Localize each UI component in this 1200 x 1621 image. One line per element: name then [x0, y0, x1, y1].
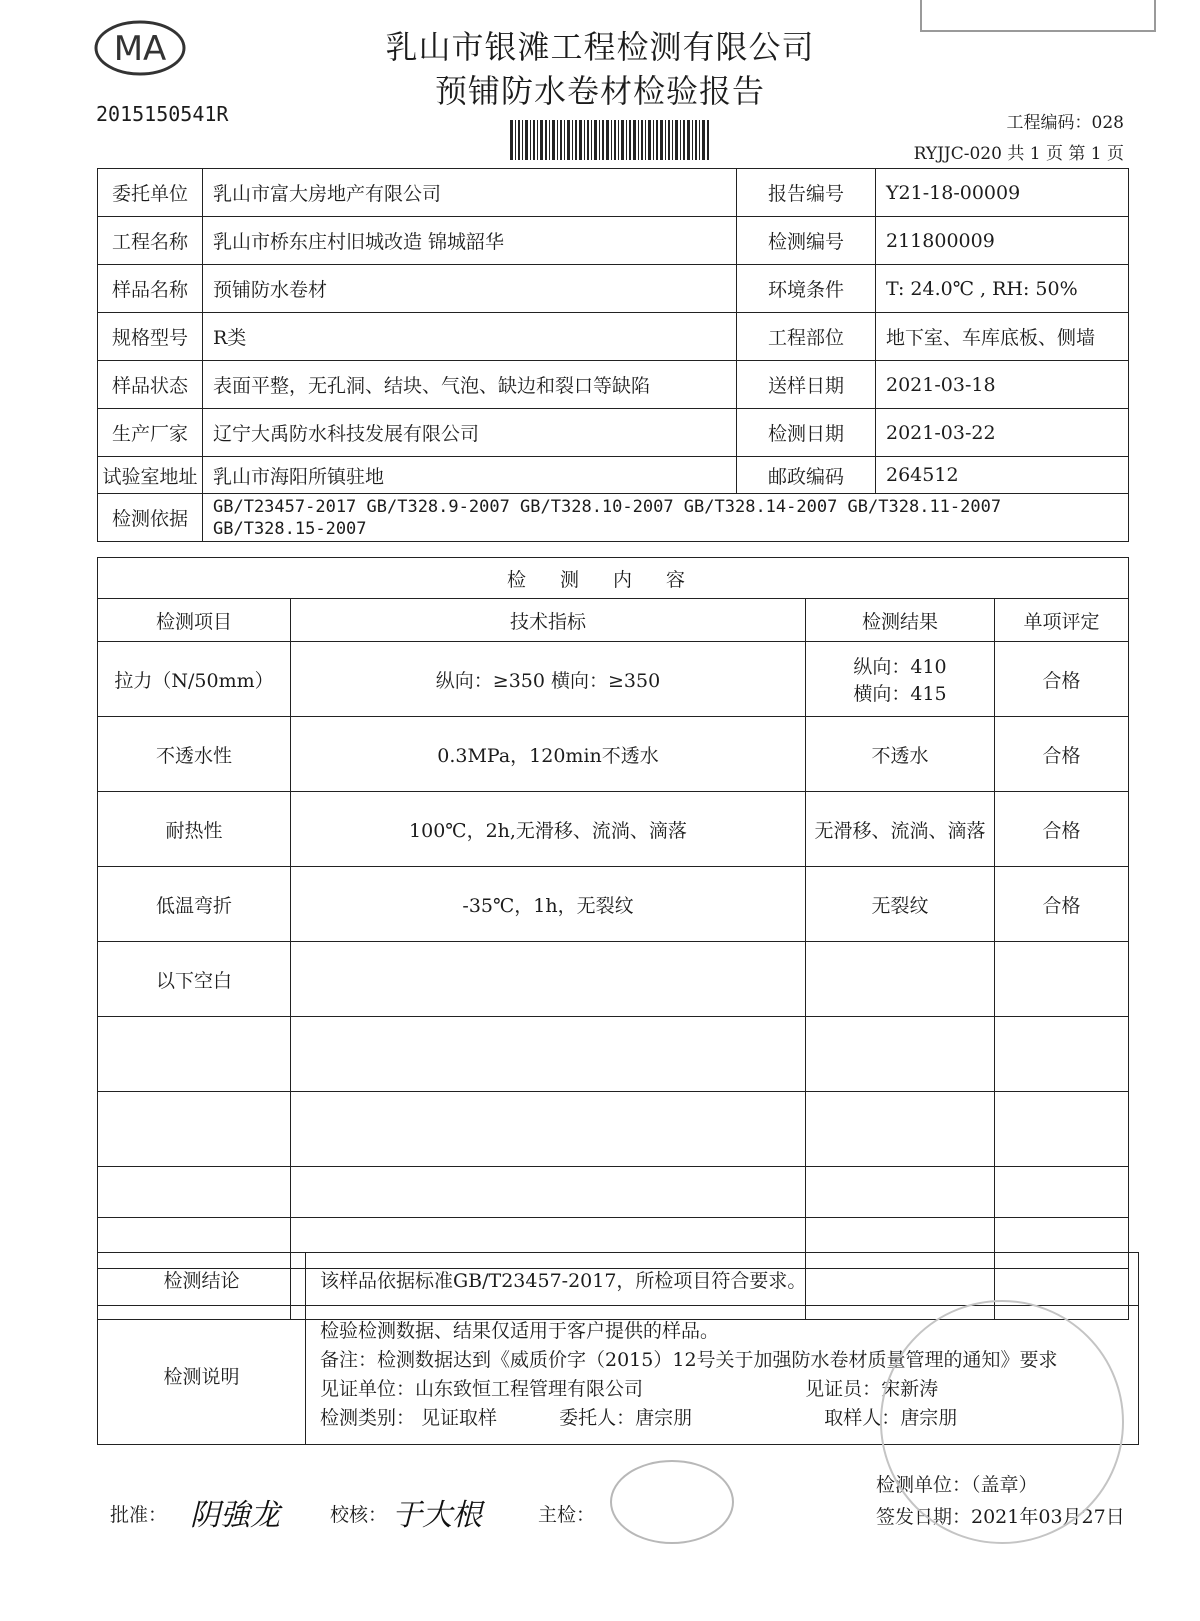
item-cell: 不透水性	[98, 717, 291, 792]
empty-cell	[806, 942, 995, 1017]
table-row	[98, 792, 1129, 867]
info-row	[98, 313, 1129, 361]
post-label: 邮政编码	[737, 457, 876, 494]
basis-value: GB/T23457-2017 GB/T328.9-2007 GB/T328.10-2007 GB/T328.14-2007 GB/T328.11-2007 GB/T328.15-2007	[203, 494, 1129, 542]
col-item-header: 检测项目	[98, 599, 291, 642]
info-table	[97, 168, 1129, 542]
empty-cell	[806, 1167, 995, 1218]
state-label: 样品状态	[98, 361, 203, 409]
project-value: 乳山市桥东庄村旧城改造 锦城韶华	[203, 217, 737, 265]
sent-label: 送样日期	[737, 361, 876, 409]
basis-label: 检测依据	[98, 494, 203, 542]
spec-value: R类	[203, 313, 737, 361]
note-line: 备注：检测数据达到《威质价字（2015）12号关于加强防水卷材质量管理的通知》要求	[320, 1349, 1058, 1371]
info-row	[98, 361, 1129, 409]
results-caption-row	[98, 558, 1129, 599]
empty-cell	[291, 1017, 806, 1092]
info-row	[98, 265, 1129, 313]
judge-cell: 合格	[995, 867, 1129, 942]
results-caption: 检测内容	[98, 558, 1129, 599]
issue-date: 签发日期：2021年03月27日	[876, 1506, 1125, 1528]
env-value: T: 24.0℃ , RH: 50%	[876, 265, 1129, 313]
empty-cell	[291, 942, 806, 1017]
env-label: 环境条件	[737, 265, 876, 313]
witness-person: 见证员：宋新涛	[805, 1378, 939, 1400]
blank-note: 以下空白	[98, 942, 291, 1017]
notes-label: 检测说明	[98, 1306, 306, 1445]
col-result-header: 检测结果	[806, 599, 995, 642]
sample-value: 预铺防水卷材	[203, 265, 737, 313]
report-title: 预铺防水卷材检验报告	[434, 72, 765, 110]
report-no-value: Y21-18-00009	[876, 169, 1129, 217]
info-row	[98, 217, 1129, 265]
empty-cell	[995, 942, 1129, 1017]
page-info: RYJJC-020 共 1 页 第 1 页	[913, 144, 1124, 164]
seal-mark	[610, 1460, 734, 1544]
sent-value: 2021-03-18	[876, 361, 1129, 409]
chief-label: 主检：	[538, 1504, 596, 1526]
empty-cell	[98, 1167, 291, 1218]
empty-cell	[291, 1167, 806, 1218]
conclusion-label: 检测结论	[98, 1253, 306, 1306]
sample-label: 样品名称	[98, 265, 203, 313]
item-cell: 低温弯折	[98, 867, 291, 942]
sampler-person: 取样人：唐宗朋	[824, 1407, 958, 1429]
report-no-label: 报告编号	[737, 169, 876, 217]
review-signature: 于大根	[392, 1498, 482, 1533]
state-value: 表面平整，无孔洞、结块、气泡、缺边和裂口等缺陷	[203, 361, 737, 409]
approve-label: 批准：	[110, 1504, 168, 1526]
review-label: 校核：	[330, 1504, 388, 1526]
date-value: 2021-03-22	[876, 409, 1129, 457]
project-code: 工程编码：028	[1006, 113, 1124, 133]
info-row	[98, 409, 1129, 457]
index-cell: 100℃，2h,无滑移、流淌、滴落	[291, 792, 806, 867]
result-line: 横向：415	[853, 683, 947, 705]
post-value: 264512	[876, 457, 1129, 494]
empty-cell	[995, 1167, 1129, 1218]
result-cell	[806, 642, 995, 717]
test-no-value: 211800009	[876, 217, 1129, 265]
table-row	[98, 867, 1129, 942]
judge-cell: 合格	[995, 792, 1129, 867]
witness-unit: 见证单位：山东致恒工程管理有限公司	[320, 1378, 644, 1400]
maker-value: 辽宁大禹防水科技发展有限公司	[203, 409, 737, 457]
spec-label: 规格型号	[98, 313, 203, 361]
info-row	[98, 457, 1129, 494]
result-cell: 无裂纹	[806, 867, 995, 942]
table-row	[98, 717, 1129, 792]
corner-stamp	[920, 0, 1156, 32]
info-row	[98, 169, 1129, 217]
results-table	[97, 557, 1129, 1320]
index-cell: 0.3MPa，120min不透水	[291, 717, 806, 792]
result-line: 纵向：410	[853, 656, 947, 678]
note-line: 检验检测数据、结果仅适用于客户提供的样品。	[320, 1320, 720, 1342]
test-unit-label: 检测单位：（盖章）	[876, 1474, 1038, 1496]
barcode	[510, 120, 710, 160]
part-value: 地下室、车库底板、侧墙	[876, 313, 1129, 361]
results-header-row	[98, 599, 1129, 642]
entrust-person: 委托人：唐宗朋	[559, 1407, 693, 1429]
item-cell: 拉力（N/50mm）	[98, 642, 291, 717]
index-cell: 纵向：≥350 横向：≥350	[291, 642, 806, 717]
table-row	[98, 1017, 1129, 1092]
empty-cell	[806, 1092, 995, 1167]
empty-cell	[98, 1092, 291, 1167]
item-cell: 耐热性	[98, 792, 291, 867]
test-category: 检测类别： 见证取样	[320, 1407, 498, 1429]
cma-logo-text: MA	[113, 29, 167, 69]
result-cell: 不透水	[806, 717, 995, 792]
maker-label: 生产厂家	[98, 409, 203, 457]
table-row	[98, 642, 1129, 717]
client-value: 乳山市富大房地产有限公司	[203, 169, 737, 217]
approve-signature: 阴強龙	[190, 1498, 280, 1533]
empty-cell	[995, 1092, 1129, 1167]
col-index-header: 技术指标	[291, 599, 806, 642]
index-cell: -35℃，1h，无裂纹	[291, 867, 806, 942]
empty-cell	[291, 1092, 806, 1167]
project-label: 工程名称	[98, 217, 203, 265]
table-row	[98, 1092, 1129, 1167]
empty-cell	[995, 1017, 1129, 1092]
company-title: 乳山市银滩工程检测有限公司	[385, 28, 815, 66]
lab-label: 试验室地址	[98, 457, 203, 494]
table-row	[98, 942, 1129, 1017]
result-cell: 无滑移、流淌、滴落	[806, 792, 995, 867]
judge-cell: 合格	[995, 642, 1129, 717]
judge-cell: 合格	[995, 717, 1129, 792]
conclusion-value: 该样品依据标准GB/T23457-2017，所检项目符合要求。	[306, 1253, 1139, 1306]
test-no-label: 检测编号	[737, 217, 876, 265]
part-label: 工程部位	[737, 313, 876, 361]
col-judge-header: 单项评定	[995, 599, 1129, 642]
info-row	[98, 494, 1129, 542]
date-label: 检测日期	[737, 409, 876, 457]
document-number: 2015150541R	[96, 102, 229, 126]
company-seal	[880, 1300, 1124, 1544]
client-label: 委托单位	[98, 169, 203, 217]
lab-value: 乳山市海阳所镇驻地	[203, 457, 737, 494]
empty-cell	[806, 1017, 995, 1092]
empty-cell	[98, 1017, 291, 1092]
conclusion-row	[98, 1253, 1139, 1306]
table-row	[98, 1167, 1129, 1218]
